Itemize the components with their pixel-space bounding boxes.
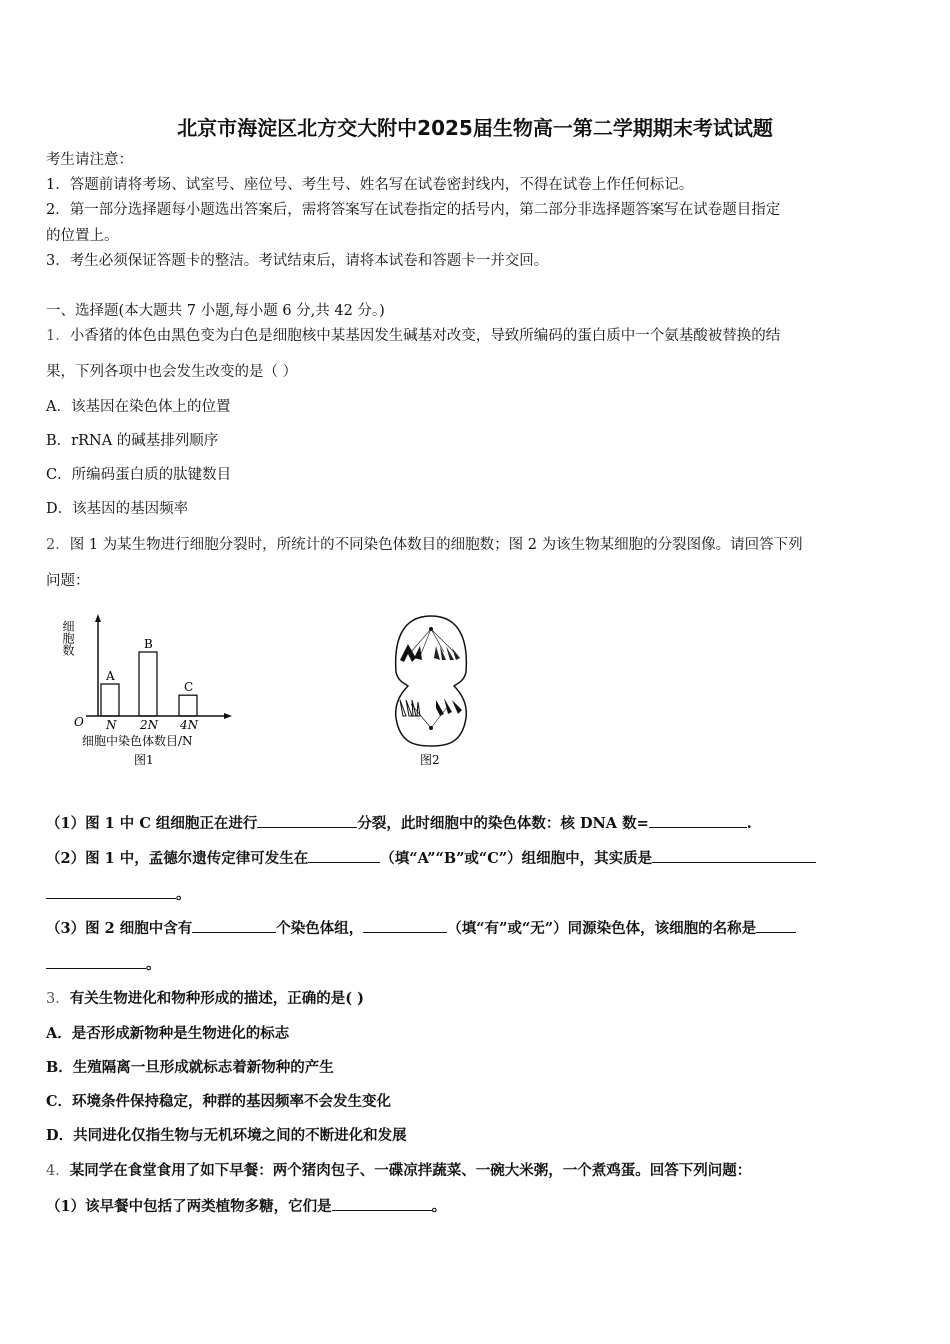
top-chromosome-cluster [400, 627, 460, 662]
q2-sub3 [46, 918, 796, 939]
q4-sub1 [46, 1196, 446, 1217]
q1-number: 1． [46, 328, 70, 344]
bar-C [179, 695, 197, 716]
bar-A [101, 684, 119, 716]
x-axis-arrow [224, 713, 232, 719]
answer-blank[interactable] [192, 918, 276, 933]
answer-blank[interactable] [308, 848, 380, 863]
q2-sub2-text: （2）图 1 中，孟德尔遗传定律可发生在 [46, 850, 309, 867]
q3-stem [46, 989, 364, 1009]
answer-blank[interactable] [363, 918, 447, 933]
q2-sub3-cont [46, 954, 161, 975]
bar-label: A [106, 669, 115, 683]
answer-blank[interactable] [332, 1196, 432, 1211]
answer-blank[interactable] [652, 848, 816, 863]
q4-number: 4． [46, 1163, 70, 1179]
q2-sub2-cont [46, 884, 191, 905]
q1-stem [46, 326, 780, 346]
notice-item: 2．第一部分选择题每小题选出答案后，需将答案写在试卷指定的括号内，第二部分非选择题答案写在试卷题目指定 [46, 202, 781, 218]
figure2-caption: 图2 [420, 753, 440, 767]
q2-sub3-text: （3）图 2 细胞中含有 [46, 920, 193, 937]
q2-sub2 [46, 848, 816, 869]
q4-stem [46, 1161, 751, 1181]
q2-stem [46, 535, 803, 555]
x-tick-label: N [106, 718, 117, 732]
q2-sub3-end: 。 [146, 956, 161, 973]
q3-stem-text: 有关生物进化和物种形成的描述，正确的是( ) [69, 990, 365, 1007]
section-heading: 一、选择题(本大题共 7 小题,每小题 6 分,共 42 分。) [46, 303, 385, 319]
notice-item: 的位置上。 [46, 228, 119, 244]
page-title: 北京市海淀区北方交大附中2025届生物高一第二学期期末考试试题 [177, 116, 773, 140]
bottom-chromosome-cluster [400, 698, 462, 730]
answer-blank[interactable] [649, 813, 747, 828]
x-axis-label: 细胞中染色体数目/N [82, 734, 193, 748]
figure1-bar-chart [56, 612, 256, 772]
bar-label: B [144, 637, 153, 651]
q4-sub1-end: 。 [431, 1198, 447, 1215]
answer-blank[interactable] [257, 813, 357, 828]
notice-item: 1．答题前请将考场、试室号、座位号、考生号、姓名写在试卷密封线内，不得在试卷上作任何标记。 [46, 177, 694, 193]
q3-option-c: C．环境条件保持稳定，种群的基因频率不会发生变化 [46, 1093, 392, 1110]
q2-stem-text: 图 1 为某生物进行细胞分裂时，所统计的不同染色体数目的细胞数；图 2 为该生物某细胞的分裂图像。请回答下列 [69, 537, 803, 553]
q2-sub1 [46, 813, 752, 834]
q1-option-a: A．该基因在染色体上的位置 [46, 399, 231, 415]
bar-label: C [184, 680, 194, 695]
q2-number: 2． [46, 537, 70, 553]
q1-option-b: B．rRNA 的碱基排列顺序 [46, 433, 219, 449]
notice-item: 3．考生必须保证答题卡的整洁。考试结束后，请将本试卷和答题卡一并交回。 [46, 253, 549, 269]
q2-stem-cont: 问题： [46, 573, 90, 589]
q1-stem-cont: 果，下列各项中也会发生改变的是（ ） [46, 364, 298, 380]
x-tick-label: 2N [140, 718, 159, 732]
q3-option-b: B．生殖隔离一旦形成就标志着新物种的产生 [46, 1059, 334, 1076]
q2-sub3-text-b: 个染色体组， [276, 920, 364, 937]
bar-B [139, 652, 157, 716]
q2-sub2-text-b: （填“A”“B”或“C”）组细胞中，其实质是 [380, 850, 653, 867]
q3-option-a: A．是否形成新物种是生物进化的标志 [46, 1025, 290, 1042]
q1-option-d: D．该基因的基因频率 [46, 501, 189, 517]
q2-sub1-text-b: 分裂，此时细胞中的染色体数：核 DNA 数= [357, 815, 649, 832]
y-axis-arrow [95, 614, 101, 622]
x-tick-label: 4N [180, 718, 199, 732]
q2-sub1-text: （1）图 1 中 C 组细胞正在进行 [46, 815, 258, 832]
q1-stem-text: 小香猪的体色由黑色变为白色是细胞核中某基因发生碱基对改变，导致所编码的蛋白质中一个氨基酸被替换的结 [69, 328, 781, 344]
answer-blank[interactable] [46, 884, 176, 899]
answer-blank[interactable] [756, 918, 796, 933]
figure2-cell-diagram [376, 612, 486, 772]
figure1-caption: 图1 [134, 753, 154, 767]
q2-sub3-text-c: （填“有”或“无”）同源染色体，该细胞的名称是 [447, 920, 757, 937]
y-axis-label: 细胞数 [61, 620, 75, 656]
q1-option-c: C．所编码蛋白质的肽键数目 [46, 467, 232, 483]
q4-stem-text: 某同学在食堂食用了如下早餐：两个猪肉包子、一碟凉拌蔬菜、一碗大米粥，一个煮鸡蛋。回答下列问题： [69, 1162, 752, 1179]
q3-number: 3． [46, 991, 70, 1007]
q2-sub1-end: . [746, 815, 752, 832]
answer-blank[interactable] [46, 954, 146, 969]
q2-sub2-end: 。 [176, 886, 191, 903]
q3-option-d: D．共同进化仅指生物与无机环境之间的不断进化和发展 [46, 1127, 407, 1144]
notice-heading: 考生请注意： [46, 152, 133, 168]
origin-label: O [74, 715, 84, 729]
q4-sub1-text: （1）该早餐中包括了两类植物多糖，它们是 [46, 1198, 332, 1215]
